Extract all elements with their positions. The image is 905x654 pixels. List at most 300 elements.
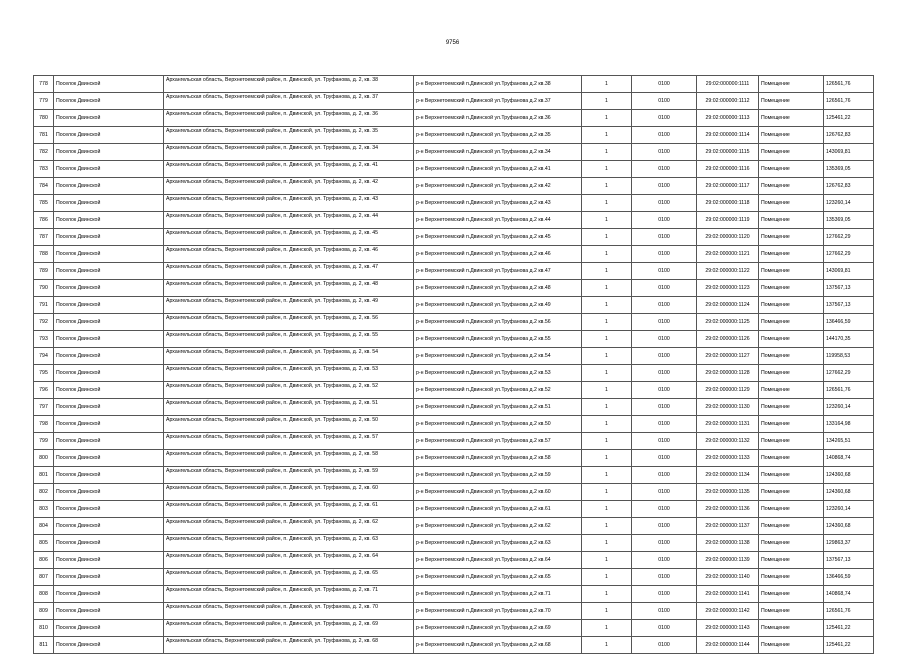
cadastral-cost-cell: 136466,59 xyxy=(824,314,874,331)
code-cell: 0100 xyxy=(632,93,697,110)
row-number: 797 xyxy=(34,399,54,416)
settlement-cell: Поселок Двинской xyxy=(54,280,164,297)
settlement-cell: Поселок Двинской xyxy=(54,467,164,484)
settlement-cell: Поселок Двинской xyxy=(54,110,164,127)
quantity-cell: 1 xyxy=(582,433,632,450)
quantity-cell: 1 xyxy=(582,620,632,637)
short-address-cell: р-н Верхнетоемский п.Двинской ул.Труфанова д.2 кв.50 xyxy=(414,416,582,433)
object-type-cell: Помещение xyxy=(759,433,824,450)
quantity-cell: 1 xyxy=(582,280,632,297)
short-address-cell: р-н Верхнетоемский п.Двинской ул.Труфанова д.2 кв.52 xyxy=(414,382,582,399)
settlement-cell: Поселок Двинской xyxy=(54,535,164,552)
object-type-cell: Помещение xyxy=(759,365,824,382)
address-cell: Архангельская область, Верхнетоемский район, п. Двинской, ул. Труфанова, д. 2, кв. 52 xyxy=(164,382,414,399)
object-type-cell: Помещение xyxy=(759,450,824,467)
quantity-cell: 1 xyxy=(582,297,632,314)
address-cell: Архангельская область, Верхнетоемский район, п. Двинской, ул. Труфанова, д. 2, кв. 53 xyxy=(164,365,414,382)
address-cell: Архангельская область, Верхнетоемский район, п. Двинской, ул. Труфанова, д. 2, кв. 64 xyxy=(164,552,414,569)
cadastral-cost-cell: 134265,51 xyxy=(824,433,874,450)
cadastral-number-cell: 29:02:000000:1130 xyxy=(697,399,759,416)
cadastral-number-cell: 29:02:000000:1125 xyxy=(697,314,759,331)
quantity-cell: 1 xyxy=(582,399,632,416)
table-row xyxy=(34,314,874,331)
address-cell: Архангельская область, Верхнетоемский район, п. Двинской, ул. Труфанова, д. 2, кв. 62 xyxy=(164,518,414,535)
object-type-cell: Помещение xyxy=(759,518,824,535)
row-number: 796 xyxy=(34,382,54,399)
cadastral-number-cell: 29:02:000000:1142 xyxy=(697,603,759,620)
settlement-cell: Поселок Двинской xyxy=(54,144,164,161)
cadastral-cost-cell: 126762,83 xyxy=(824,127,874,144)
short-address-cell: р-н Верхнетоемский п.Двинской ул.Труфанова д.2 кв.53 xyxy=(414,365,582,382)
row-number: 787 xyxy=(34,229,54,246)
object-type-cell: Помещение xyxy=(759,637,824,654)
row-number: 795 xyxy=(34,365,54,382)
address-cell: Архангельская область, Верхнетоемский район, п. Двинской, ул. Труфанова, д. 2, кв. 48 xyxy=(164,280,414,297)
object-type-cell: Помещение xyxy=(759,467,824,484)
table-row xyxy=(34,76,874,93)
cadastral-number-cell: 29:02:000000:1115 xyxy=(697,144,759,161)
code-cell: 0100 xyxy=(632,76,697,93)
address-cell: Архангельская область, Верхнетоемский район, п. Двинской, ул. Труфанова, д. 2, кв. 58 xyxy=(164,450,414,467)
object-type-cell: Помещение xyxy=(759,229,824,246)
object-type-cell: Помещение xyxy=(759,246,824,263)
settlement-cell: Поселок Двинской xyxy=(54,637,164,654)
code-cell: 0100 xyxy=(632,450,697,467)
row-number: 802 xyxy=(34,484,54,501)
table-row xyxy=(34,586,874,603)
code-cell: 0100 xyxy=(632,110,697,127)
cadastral-cost-cell: 140868,74 xyxy=(824,450,874,467)
code-cell: 0100 xyxy=(632,297,697,314)
quantity-cell: 1 xyxy=(582,365,632,382)
settlement-cell: Поселок Двинской xyxy=(54,501,164,518)
row-number: 780 xyxy=(34,110,54,127)
code-cell: 0100 xyxy=(632,212,697,229)
cadastral-cost-cell: 136466,59 xyxy=(824,569,874,586)
table-row xyxy=(34,127,874,144)
row-number: 807 xyxy=(34,569,54,586)
code-cell: 0100 xyxy=(632,144,697,161)
address-cell: Архангельская область, Верхнетоемский район, п. Двинской, ул. Труфанова, д. 2, кв. 61 xyxy=(164,501,414,518)
cadastral-cost-cell: 125461,22 xyxy=(824,620,874,637)
cadastral-cost-cell: 126561,76 xyxy=(824,93,874,110)
settlement-cell: Поселок Двинской xyxy=(54,586,164,603)
table-row xyxy=(34,484,874,501)
code-cell: 0100 xyxy=(632,161,697,178)
table-row xyxy=(34,178,874,195)
short-address-cell: р-н Верхнетоемский п.Двинской ул.Труфанова д.2 кв.35 xyxy=(414,127,582,144)
short-address-cell: р-н Верхнетоемский п.Двинской ул.Труфанова д.2 кв.69 xyxy=(414,620,582,637)
quantity-cell: 1 xyxy=(582,416,632,433)
quantity-cell: 1 xyxy=(582,178,632,195)
settlement-cell: Поселок Двинской xyxy=(54,569,164,586)
table-row xyxy=(34,450,874,467)
address-cell: Архангельская область, Верхнетоемский район, п. Двинской, ул. Труфанова, д. 2, кв. 47 xyxy=(164,263,414,280)
cadastral-cost-cell: 126561,76 xyxy=(824,382,874,399)
cadastral-number-cell: 29:02:000000:1134 xyxy=(697,467,759,484)
table-row xyxy=(34,569,874,586)
settlement-cell: Поселок Двинской xyxy=(54,212,164,229)
code-cell: 0100 xyxy=(632,569,697,586)
row-number: 810 xyxy=(34,620,54,637)
table-body xyxy=(34,76,874,654)
quantity-cell: 1 xyxy=(582,467,632,484)
settlement-cell: Поселок Двинской xyxy=(54,365,164,382)
object-type-cell: Помещение xyxy=(759,314,824,331)
object-type-cell: Помещение xyxy=(759,348,824,365)
settlement-cell: Поселок Двинской xyxy=(54,229,164,246)
object-type-cell: Помещение xyxy=(759,535,824,552)
row-number: 808 xyxy=(34,586,54,603)
address-cell: Архангельская область, Верхнетоемский район, п. Двинской, ул. Труфанова, д. 2, кв. 41 xyxy=(164,161,414,178)
row-number: 790 xyxy=(34,280,54,297)
quantity-cell: 1 xyxy=(582,518,632,535)
object-type-cell: Помещение xyxy=(759,620,824,637)
address-cell: Архангельская область, Верхнетоемский район, п. Двинской, ул. Труфанова, д. 2, кв. 34 xyxy=(164,144,414,161)
cadastral-number-cell: 29:02:000000:1126 xyxy=(697,331,759,348)
code-cell: 0100 xyxy=(632,365,697,382)
address-cell: Архангельская область, Верхнетоемский район, п. Двинской, ул. Труфанова, д. 2, кв. 56 xyxy=(164,314,414,331)
cadastral-cost-cell: 123260,14 xyxy=(824,399,874,416)
cadastral-number-cell: 29:02:000000:1135 xyxy=(697,484,759,501)
cadastral-number-cell: 29:02:000000:1132 xyxy=(697,433,759,450)
object-type-cell: Помещение xyxy=(759,280,824,297)
address-cell: Архангельская область, Верхнетоемский район, п. Двинской, ул. Труфанова, д. 2, кв. 44 xyxy=(164,212,414,229)
row-number: 786 xyxy=(34,212,54,229)
object-type-cell: Помещение xyxy=(759,484,824,501)
object-type-cell: Помещение xyxy=(759,161,824,178)
address-cell: Архангельская область, Верхнетоемский район, п. Двинской, ул. Труфанова, д. 2, кв. 38 xyxy=(164,76,414,93)
cadastral-cost-cell: 123260,14 xyxy=(824,195,874,212)
row-number: 805 xyxy=(34,535,54,552)
address-cell: Архангельская область, Верхнетоемский район, п. Двинской, ул. Труфанова, д. 2, кв. 43 xyxy=(164,195,414,212)
quantity-cell: 1 xyxy=(582,246,632,263)
cadastral-number-cell: 29:02:000000:1144 xyxy=(697,637,759,654)
object-type-cell: Помещение xyxy=(759,399,824,416)
table-row xyxy=(34,229,874,246)
code-cell: 0100 xyxy=(632,416,697,433)
settlement-cell: Поселок Двинской xyxy=(54,178,164,195)
object-type-cell: Помещение xyxy=(759,178,824,195)
row-number: 789 xyxy=(34,263,54,280)
address-cell: Архангельская область, Верхнетоемский район, п. Двинской, ул. Труфанова, д. 2, кв. 59 xyxy=(164,467,414,484)
short-address-cell: р-н Верхнетоемский п.Двинской ул.Труфанова д.2 кв.61 xyxy=(414,501,582,518)
address-cell: Архангельская область, Верхнетоемский район, п. Двинской, ул. Труфанова, д. 2, кв. 69 xyxy=(164,620,414,637)
code-cell: 0100 xyxy=(632,280,697,297)
cadastral-cost-cell: 126561,76 xyxy=(824,76,874,93)
short-address-cell: р-н Верхнетоемский п.Двинской ул.Труфанова д.2 кв.42 xyxy=(414,178,582,195)
table-row xyxy=(34,263,874,280)
row-number: 806 xyxy=(34,552,54,569)
page-number: 9756 xyxy=(445,40,460,46)
object-type-cell: Помещение xyxy=(759,416,824,433)
address-cell: Архангельская область, Верхнетоемский район, п. Двинской, ул. Труфанова, д. 2, кв. 65 xyxy=(164,569,414,586)
table-row xyxy=(34,246,874,263)
row-number: 801 xyxy=(34,467,54,484)
cadastral-number-cell: 29:02:000000:1141 xyxy=(697,586,759,603)
cadastral-number-cell: 29:02:000000:1122 xyxy=(697,263,759,280)
short-address-cell: р-н Верхнетоемский п.Двинской ул.Труфанова д.2 кв.49 xyxy=(414,297,582,314)
cadastral-cost-cell: 127662,29 xyxy=(824,246,874,263)
settlement-cell: Поселок Двинской xyxy=(54,195,164,212)
code-cell: 0100 xyxy=(632,586,697,603)
address-cell: Архангельская область, Верхнетоемский район, п. Двинской, ул. Труфанова, д. 2, кв. 50 xyxy=(164,416,414,433)
settlement-cell: Поселок Двинской xyxy=(54,484,164,501)
cadastral-number-cell: 29:02:000000:1127 xyxy=(697,348,759,365)
table-row xyxy=(34,161,874,178)
address-cell: Архангельская область, Верхнетоемский район, п. Двинской, ул. Труфанова, д. 2, кв. 63 xyxy=(164,535,414,552)
cadastral-number-cell: 29:02:000000:1112 xyxy=(697,93,759,110)
address-cell: Архангельская область, Верхнетоемский район, п. Двинской, ул. Труфанова, д. 2, кв. 35 xyxy=(164,127,414,144)
row-number: 782 xyxy=(34,144,54,161)
cadastral-number-cell: 29:02:000000:1131 xyxy=(697,416,759,433)
address-cell: Архангельская область, Верхнетоемский район, п. Двинской, ул. Труфанова, д. 2, кв. 36 xyxy=(164,110,414,127)
cadastral-number-cell: 29:02:000000:1121 xyxy=(697,246,759,263)
table-row xyxy=(34,433,874,450)
cadastral-number-cell: 29:02:000000:1138 xyxy=(697,535,759,552)
address-cell: Архангельская область, Верхнетоемский район, п. Двинской, ул. Труфанова, д. 2, кв. 57 xyxy=(164,433,414,450)
short-address-cell: р-н Верхнетоемский п.Двинской ул.Труфанова д.2 кв.34 xyxy=(414,144,582,161)
cadastral-cost-cell: 124360,68 xyxy=(824,467,874,484)
short-address-cell: р-н Верхнетоемский п.Двинской ул.Труфанова д.2 кв.59 xyxy=(414,467,582,484)
address-cell: Архангельская область, Верхнетоемский район, п. Двинской, ул. Труфанова, д. 2, кв. 68 xyxy=(164,637,414,654)
address-cell: Архангельская область, Верхнетоемский район, п. Двинской, ул. Труфанова, д. 2, кв. 55 xyxy=(164,331,414,348)
short-address-cell: р-н Верхнетоемский п.Двинской ул.Труфанова д.2 кв.45 xyxy=(414,229,582,246)
code-cell: 0100 xyxy=(632,535,697,552)
quantity-cell: 1 xyxy=(582,93,632,110)
object-type-cell: Помещение xyxy=(759,110,824,127)
cadastral-number-cell: 29:02:000000:1143 xyxy=(697,620,759,637)
object-type-cell: Помещение xyxy=(759,603,824,620)
short-address-cell: р-н Верхнетоемский п.Двинской ул.Труфанова д.2 кв.64 xyxy=(414,552,582,569)
quantity-cell: 1 xyxy=(582,212,632,229)
row-number: 783 xyxy=(34,161,54,178)
table-row xyxy=(34,93,874,110)
cadastral-number-cell: 29:02:000000:1133 xyxy=(697,450,759,467)
address-cell: Архангельская область, Верхнетоемский район, п. Двинской, ул. Труфанова, д. 2, кв. 37 xyxy=(164,93,414,110)
cadastral-cost-cell: 144170,35 xyxy=(824,331,874,348)
cadastral-number-cell: 29:02:000000:1118 xyxy=(697,195,759,212)
row-number: 804 xyxy=(34,518,54,535)
row-number: 779 xyxy=(34,93,54,110)
cadastral-cost-cell: 126561,76 xyxy=(824,603,874,620)
short-address-cell: р-н Верхнетоемский п.Двинской ул.Труфанова д.2 кв.62 xyxy=(414,518,582,535)
row-number: 803 xyxy=(34,501,54,518)
address-cell: Архангельская область, Верхнетоемский район, п. Двинской, ул. Труфанова, д. 2, кв. 54 xyxy=(164,348,414,365)
address-cell: Архангельская область, Верхнетоемский район, п. Двинской, ул. Труфанова, д. 2, кв. 51 xyxy=(164,399,414,416)
settlement-cell: Поселок Двинской xyxy=(54,518,164,535)
table-row xyxy=(34,348,874,365)
row-number: 794 xyxy=(34,348,54,365)
object-type-cell: Помещение xyxy=(759,144,824,161)
settlement-cell: Поселок Двинской xyxy=(54,433,164,450)
code-cell: 0100 xyxy=(632,603,697,620)
object-type-cell: Помещение xyxy=(759,501,824,518)
cadastral-number-cell: 29:02:000000:1113 xyxy=(697,110,759,127)
row-number: 799 xyxy=(34,433,54,450)
object-type-cell: Помещение xyxy=(759,93,824,110)
table-row xyxy=(34,535,874,552)
settlement-cell: Поселок Двинской xyxy=(54,382,164,399)
cadastral-cost-cell: 143069,81 xyxy=(824,144,874,161)
table-row xyxy=(34,399,874,416)
row-number: 791 xyxy=(34,297,54,314)
settlement-cell: Поселок Двинской xyxy=(54,620,164,637)
cadastral-number-cell: 29:02:000000:1136 xyxy=(697,501,759,518)
table-row xyxy=(34,552,874,569)
settlement-cell: Поселок Двинской xyxy=(54,76,164,93)
short-address-cell: р-н Верхнетоемский п.Двинской ул.Труфанова д.2 кв.68 xyxy=(414,637,582,654)
code-cell: 0100 xyxy=(632,246,697,263)
short-address-cell: р-н Верхнетоемский п.Двинской ул.Труфанова д.2 кв.48 xyxy=(414,280,582,297)
settlement-cell: Поселок Двинской xyxy=(54,331,164,348)
short-address-cell: р-н Верхнетоемский п.Двинской ул.Труфанова д.2 кв.46 xyxy=(414,246,582,263)
short-address-cell: р-н Верхнетоемский п.Двинской ул.Труфанова д.2 кв.47 xyxy=(414,263,582,280)
object-type-cell: Помещение xyxy=(759,127,824,144)
settlement-cell: Поселок Двинской xyxy=(54,263,164,280)
object-type-cell: Помещение xyxy=(759,263,824,280)
cadastral-cost-cell: 127662,29 xyxy=(824,365,874,382)
short-address-cell: р-н Верхнетоемский п.Двинской ул.Труфанова д.2 кв.51 xyxy=(414,399,582,416)
object-type-cell: Помещение xyxy=(759,586,824,603)
cadastral-number-cell: 29:02:000000:1123 xyxy=(697,280,759,297)
address-cell: Архангельская область, Верхнетоемский район, п. Двинской, ул. Труфанова, д. 2, кв. 45 xyxy=(164,229,414,246)
cadastral-number-cell: 29:02:000000:1139 xyxy=(697,552,759,569)
quantity-cell: 1 xyxy=(582,603,632,620)
property-registry-table xyxy=(33,75,874,654)
code-cell: 0100 xyxy=(632,637,697,654)
quantity-cell: 1 xyxy=(582,637,632,654)
cadastral-cost-cell: 143069,81 xyxy=(824,263,874,280)
short-address-cell: р-н Верхнетоемский п.Двинской ул.Труфанова д.2 кв.38 xyxy=(414,76,582,93)
cadastral-number-cell: 29:02:000000:1119 xyxy=(697,212,759,229)
code-cell: 0100 xyxy=(632,127,697,144)
table-row xyxy=(34,212,874,229)
short-address-cell: р-н Верхнетоемский п.Двинской ул.Труфанова д.2 кв.70 xyxy=(414,603,582,620)
quantity-cell: 1 xyxy=(582,110,632,127)
cadastral-cost-cell: 140868,74 xyxy=(824,586,874,603)
cadastral-number-cell: 29:02:000000:1140 xyxy=(697,569,759,586)
cadastral-cost-cell: 124360,68 xyxy=(824,484,874,501)
row-number: 778 xyxy=(34,76,54,93)
short-address-cell: р-н Верхнетоемский п.Двинской ул.Труфанова д.2 кв.56 xyxy=(414,314,582,331)
short-address-cell: р-н Верхнетоемский п.Двинской ул.Труфанова д.2 кв.65 xyxy=(414,569,582,586)
address-cell: Архангельская область, Верхнетоемский район, п. Двинской, ул. Труфанова, д. 2, кв. 49 xyxy=(164,297,414,314)
settlement-cell: Поселок Двинской xyxy=(54,450,164,467)
row-number: 800 xyxy=(34,450,54,467)
quantity-cell: 1 xyxy=(582,195,632,212)
short-address-cell: р-н Верхнетоемский п.Двинской ул.Труфанова д.2 кв.63 xyxy=(414,535,582,552)
quantity-cell: 1 xyxy=(582,263,632,280)
quantity-cell: 1 xyxy=(582,76,632,93)
table-row xyxy=(34,297,874,314)
table-row xyxy=(34,144,874,161)
code-cell: 0100 xyxy=(632,382,697,399)
settlement-cell: Поселок Двинской xyxy=(54,297,164,314)
settlement-cell: Поселок Двинской xyxy=(54,603,164,620)
code-cell: 0100 xyxy=(632,229,697,246)
settlement-cell: Поселок Двинской xyxy=(54,246,164,263)
table-row xyxy=(34,110,874,127)
quantity-cell: 1 xyxy=(582,144,632,161)
row-number: 781 xyxy=(34,127,54,144)
quantity-cell: 1 xyxy=(582,314,632,331)
cadastral-cost-cell: 124360,68 xyxy=(824,518,874,535)
cadastral-cost-cell: 137567,13 xyxy=(824,552,874,569)
cadastral-cost-cell: 133164,98 xyxy=(824,416,874,433)
cadastral-number-cell: 29:02:000000:1111 xyxy=(697,76,759,93)
cadastral-cost-cell: 123260,14 xyxy=(824,501,874,518)
cadastral-number-cell: 29:02:000000:1137 xyxy=(697,518,759,535)
object-type-cell: Помещение xyxy=(759,569,824,586)
short-address-cell: р-н Верхнетоемский п.Двинской ул.Труфанова д.2 кв.54 xyxy=(414,348,582,365)
cadastral-number-cell: 29:02:000000:1128 xyxy=(697,365,759,382)
cadastral-cost-cell: 125461,22 xyxy=(824,110,874,127)
quantity-cell: 1 xyxy=(582,161,632,178)
code-cell: 0100 xyxy=(632,467,697,484)
code-cell: 0100 xyxy=(632,195,697,212)
table-row xyxy=(34,331,874,348)
cadastral-number-cell: 29:02:000000:1117 xyxy=(697,178,759,195)
short-address-cell: р-н Верхнетоемский п.Двинской ул.Труфанова д.2 кв.43 xyxy=(414,195,582,212)
short-address-cell: р-н Верхнетоемский п.Двинской ул.Труфанова д.2 кв.36 xyxy=(414,110,582,127)
settlement-cell: Поселок Двинской xyxy=(54,552,164,569)
code-cell: 0100 xyxy=(632,399,697,416)
short-address-cell: р-н Верхнетоемский п.Двинской ул.Труфанова д.2 кв.71 xyxy=(414,586,582,603)
short-address-cell: р-н Верхнетоемский п.Двинской ул.Труфанова д.2 кв.57 xyxy=(414,433,582,450)
settlement-cell: Поселок Двинской xyxy=(54,127,164,144)
quantity-cell: 1 xyxy=(582,348,632,365)
cadastral-cost-cell: 137567,13 xyxy=(824,297,874,314)
quantity-cell: 1 xyxy=(582,331,632,348)
code-cell: 0100 xyxy=(632,348,697,365)
code-cell: 0100 xyxy=(632,501,697,518)
code-cell: 0100 xyxy=(632,433,697,450)
table-row xyxy=(34,518,874,535)
cadastral-cost-cell: 135369,05 xyxy=(824,161,874,178)
row-number: 788 xyxy=(34,246,54,263)
object-type-cell: Помещение xyxy=(759,382,824,399)
short-address-cell: р-н Верхнетоемский п.Двинской ул.Труфанова д.2 кв.37 xyxy=(414,93,582,110)
cadastral-number-cell: 29:02:000000:1114 xyxy=(697,127,759,144)
address-cell: Архангельская область, Верхнетоемский район, п. Двинской, ул. Труфанова, д. 2, кв. 42 xyxy=(164,178,414,195)
quantity-cell: 1 xyxy=(582,382,632,399)
quantity-cell: 1 xyxy=(582,569,632,586)
table-row xyxy=(34,280,874,297)
row-number: 785 xyxy=(34,195,54,212)
code-cell: 0100 xyxy=(632,331,697,348)
address-cell: Архангельская область, Верхнетоемский район, п. Двинской, ул. Труфанова, д. 2, кв. 60 xyxy=(164,484,414,501)
table-row xyxy=(34,365,874,382)
settlement-cell: Поселок Двинской xyxy=(54,399,164,416)
quantity-cell: 1 xyxy=(582,127,632,144)
code-cell: 0100 xyxy=(632,484,697,501)
code-cell: 0100 xyxy=(632,552,697,569)
row-number: 798 xyxy=(34,416,54,433)
table-row xyxy=(34,603,874,620)
table-row xyxy=(34,195,874,212)
row-number: 792 xyxy=(34,314,54,331)
code-cell: 0100 xyxy=(632,620,697,637)
cadastral-cost-cell: 127662,29 xyxy=(824,229,874,246)
cadastral-number-cell: 29:02:000000:1116 xyxy=(697,161,759,178)
row-number: 793 xyxy=(34,331,54,348)
code-cell: 0100 xyxy=(632,263,697,280)
object-type-cell: Помещение xyxy=(759,331,824,348)
object-type-cell: Помещение xyxy=(759,297,824,314)
address-cell: Архангельская область, Верхнетоемский район, п. Двинской, ул. Труфанова, д. 2, кв. 70 xyxy=(164,603,414,620)
object-type-cell: Помещение xyxy=(759,212,824,229)
